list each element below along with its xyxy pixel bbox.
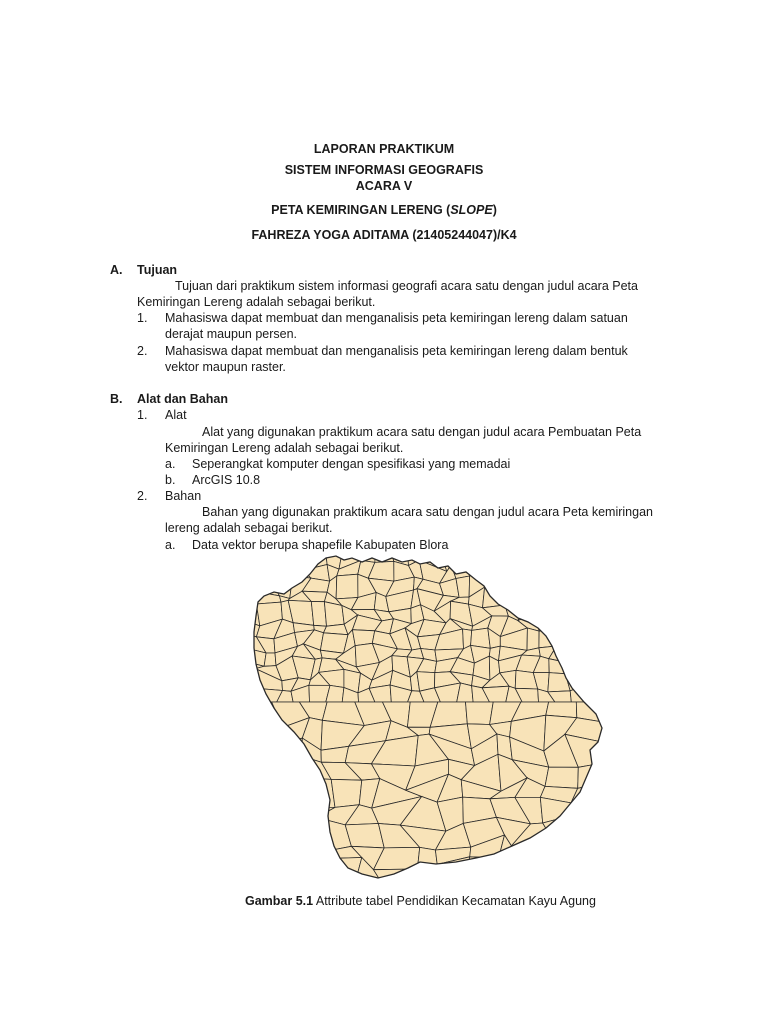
bahan-para-line1: Bahan yang digunakan praktikum acara satu dengan judul acara Peta kemiringan — [202, 505, 653, 519]
alat-para-line1: Alat yang digunakan praktikum acara satu dengan judul acara Pembuatan Peta — [202, 425, 642, 439]
section-b-heading: Alat dan Bahan — [137, 392, 228, 406]
district-polygon — [272, 860, 304, 884]
sublist-item-letter: a. — [165, 538, 176, 552]
district-polygon — [244, 800, 273, 824]
district-polygon — [244, 722, 283, 751]
topic-title-italic: SLOPE — [450, 203, 493, 217]
session-title: ACARA V — [355, 179, 413, 193]
district-polygon — [523, 584, 545, 597]
district-polygon — [584, 634, 604, 653]
district-polygon — [244, 783, 283, 803]
district-polygon — [586, 648, 604, 666]
district-polygon — [502, 563, 527, 585]
district-polygon — [273, 777, 307, 807]
district-polygon — [410, 864, 438, 884]
district-polygon — [585, 564, 604, 580]
district-polygon — [244, 817, 275, 847]
district-polygon — [500, 583, 528, 598]
district-polygon — [345, 824, 384, 848]
district-polygon — [517, 562, 545, 585]
district-polygon — [588, 683, 604, 702]
district-polygon — [553, 631, 575, 647]
district-polygon — [564, 607, 593, 623]
section-a-para-line1: Tujuan dari praktikum sistem informasi geografi acara satu dengan judul acara Peta — [175, 279, 638, 293]
district-polygon — [466, 857, 499, 884]
district-polygon — [568, 591, 594, 609]
list-item-number: 1. — [137, 311, 148, 325]
district-polygon — [488, 552, 508, 566]
district-polygon — [586, 552, 605, 566]
district-polygon — [569, 864, 604, 884]
district-polygon — [264, 653, 276, 666]
district-polygon — [566, 552, 587, 569]
sublist-item-letter: b. — [165, 473, 176, 487]
district-polygon — [292, 849, 332, 872]
district-polygon — [244, 860, 278, 884]
section-b-letter: B. — [110, 392, 123, 406]
district-polygon — [244, 566, 260, 585]
figure-label: Gambar 5.1 — [245, 894, 314, 908]
district-polygon — [536, 606, 562, 621]
district-polygon — [517, 552, 538, 572]
district-polygon — [268, 817, 304, 849]
alat-number: 1. — [137, 408, 148, 422]
district-polygon — [583, 620, 604, 635]
district-polygon — [244, 552, 260, 566]
district-polygon — [271, 552, 293, 566]
district-polygon — [549, 659, 571, 674]
district-polygon — [417, 847, 437, 869]
district-polygon — [538, 562, 559, 583]
district-polygon — [543, 817, 571, 852]
district-polygon — [564, 619, 583, 636]
district-polygon — [268, 800, 307, 818]
district-polygon — [569, 836, 604, 866]
district-polygon — [260, 738, 302, 764]
topic-title — [0, 202, 768, 218]
district-polygon — [518, 606, 539, 621]
list-item-text-cont: derajat maupun persen. — [165, 327, 298, 341]
topic-title-main: PETA KEMIRINGAN LERENG ( — [271, 203, 451, 217]
district-polygon — [545, 767, 578, 788]
district-polygon — [585, 675, 604, 689]
district-polygon — [292, 818, 332, 851]
author-line: FAHREZA YOGA ADITAMA (21405244047)/K4 — [251, 228, 517, 242]
district-polygon — [244, 763, 283, 790]
report-title: LAPORAN PRAKTIKUM — [313, 142, 455, 156]
list-item-number: 2. — [137, 344, 148, 358]
district-polygon — [511, 846, 559, 869]
topic-title-close: ) — [492, 203, 497, 217]
district-polygon — [556, 564, 573, 581]
section-a-para-line2: Kemiringan Lereng adalah sebagai berikut. — [137, 295, 376, 309]
list-item-text: Mahasiswa dapat membuat dan menganalisis peta kemiringan lereng dalam bentuk — [165, 344, 628, 358]
figure-caption-text: Attribute tabel Pendidikan Kecamatan Kayu Agung — [313, 894, 596, 908]
district-polygon — [565, 663, 594, 678]
district-polygon — [566, 564, 585, 578]
district-polygon — [553, 836, 571, 866]
district-polygon — [585, 661, 604, 679]
district-polygon — [565, 643, 594, 666]
district-polygon — [244, 844, 278, 864]
district-polygon — [485, 575, 503, 587]
district-polygon — [527, 628, 539, 650]
section-a-heading: Tujuan — [137, 263, 178, 277]
district-polygon — [471, 628, 491, 648]
district-polygon — [324, 602, 344, 627]
sublist-item-text: ArcGIS 10.8 — [192, 473, 261, 487]
district-polygon — [331, 779, 362, 807]
district-polygon — [565, 674, 591, 691]
figure-caption — [245, 893, 596, 909]
district-polygon — [549, 607, 573, 621]
sublist-item-text: Data vektor berupa shapefile Kabupaten Blora — [192, 538, 449, 552]
district-polygon — [544, 581, 559, 589]
district-polygon — [566, 817, 604, 844]
district-polygon — [466, 702, 494, 725]
bahan-para-line2: lereng adalah sebagai berikut. — [165, 521, 333, 535]
district-polygon — [311, 602, 326, 627]
district-polygon — [265, 756, 302, 790]
district-polygon — [275, 846, 303, 871]
district-polygon — [549, 855, 577, 884]
district-polygon — [244, 592, 256, 607]
district-polygon — [292, 552, 309, 570]
bahan-number: 2. — [137, 489, 148, 503]
district-polygon — [244, 688, 260, 702]
district-polygon — [553, 619, 575, 634]
district-polygon — [374, 869, 418, 884]
bahan-label: Bahan — [165, 489, 202, 503]
district-polygon — [506, 552, 522, 572]
district-polygon — [583, 607, 604, 623]
alat-para-line2: Kemiringan Lereng adalah sebagai berikut. — [165, 441, 404, 455]
district-polygon — [254, 584, 279, 596]
district-polygon — [581, 578, 604, 593]
district-polygon — [536, 614, 562, 631]
district-polygon — [566, 803, 604, 823]
district-polygon — [244, 579, 256, 593]
alat-label: Alat — [165, 408, 187, 422]
district-polygon — [336, 574, 358, 599]
district-polygon — [244, 742, 265, 763]
list-item-text-cont: vektor maupun raster. — [165, 360, 286, 374]
sublist-item-letter: a. — [165, 457, 176, 471]
district-polygon — [254, 563, 273, 585]
district-boundaries — [244, 552, 604, 884]
district-polygon — [581, 591, 604, 609]
district-polygon — [512, 855, 552, 884]
district-polygon — [488, 563, 508, 583]
district-polygon — [538, 552, 556, 564]
district-polygon — [470, 562, 493, 576]
list-item-text: Mahasiswa dapat membuat dan menganalisis peta kemiringan lereng dalam satuan — [165, 311, 628, 325]
district-polygon — [451, 562, 480, 579]
district-polygon — [565, 634, 586, 653]
district-polygon — [260, 552, 277, 566]
district-polygon — [493, 858, 521, 884]
district-polygon — [523, 589, 544, 612]
district-polygon — [299, 859, 327, 884]
sublist-item-text: Seperangkat komputer dengan spesifikasi yang memadai — [192, 457, 511, 471]
section-a-letter: A. — [110, 263, 123, 277]
district-polygon — [568, 573, 585, 592]
district-polygon — [555, 573, 572, 592]
map-figure — [244, 552, 604, 884]
district-polygon — [548, 673, 570, 692]
blora-regency-map — [244, 552, 604, 884]
district-polygon — [473, 552, 489, 566]
district-polygon — [271, 563, 293, 585]
district-polygon — [539, 587, 555, 611]
district-polygon — [451, 552, 480, 565]
district-polygon — [549, 587, 573, 611]
district-polygon — [555, 552, 571, 569]
course-title: SISTEM INFORMASI GEOGRAFIS — [284, 163, 484, 177]
